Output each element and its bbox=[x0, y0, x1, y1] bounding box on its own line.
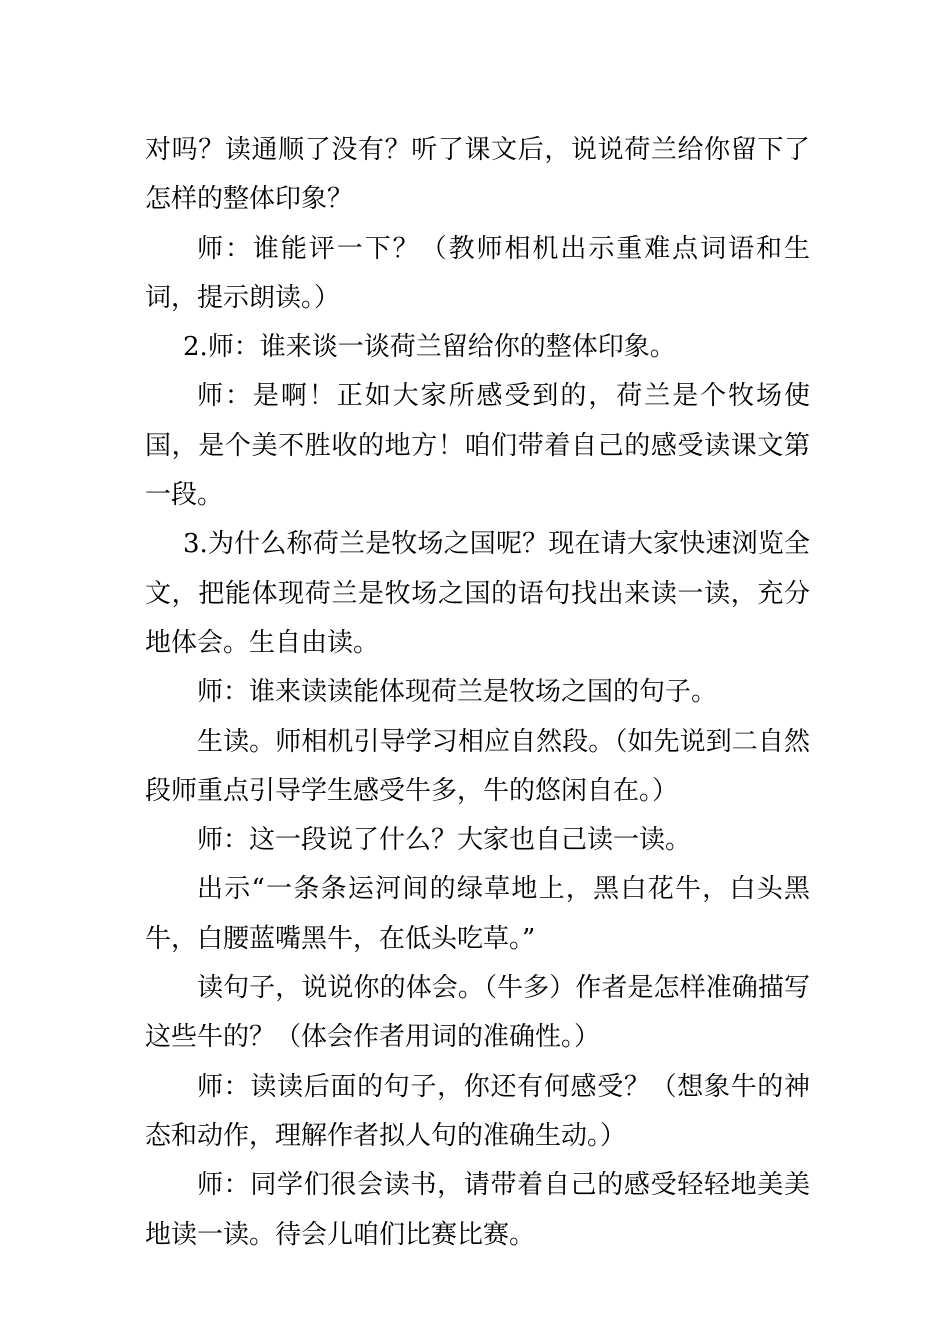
paragraph: 出示“一条条运河间的绿草地上，黑白花牛，白头黑牛，白腰蓝嘴黑牛，在低头吃草。” bbox=[145, 874, 810, 954]
paragraph: 生读。师相机引导学习相应自然段。（如先说到二自然段师重点引导学生感受牛多，牛的悠闲自在。） bbox=[145, 726, 810, 806]
paragraph: 师：同学们很会读书，请带着自己的感受轻轻地美美地读一读。待会儿咱们比赛比赛。 bbox=[145, 1170, 810, 1250]
paragraph: 读句子，说说你的体会。（牛多）作者是怎样准确描写这些牛的？（体会作者用词的准确性。） bbox=[145, 973, 810, 1053]
paragraph: 师：这一段说了什么？大家也自己读一读。 bbox=[197, 825, 692, 856]
document-body bbox=[145, 126, 810, 1260]
paragraph: 师：谁能评一下？（教师相机出示重难点词语和生词，提示朗读。） bbox=[145, 233, 810, 313]
paragraph: 师：是啊！正如大家所感受到的，荷兰是个牧场使国，是个美不胜收的地方！咱们带着自己的感受读课文第一段。 bbox=[145, 381, 810, 511]
paragraph-numbered: 3.为什么称荷兰是牧场之国呢？现在请大家快速浏览全文，把能体现荷兰是牧场之国的语句找出来读一读，充分地体会。生自由读。 bbox=[145, 529, 810, 658]
paragraph: 师：读读后面的句子，你还有何感受？（想象牛的神态和动作，理解作者拟人句的准确生动。） bbox=[145, 1071, 810, 1151]
paragraph: 师：谁来读读能体现荷兰是牧场之国的句子。 bbox=[197, 677, 718, 708]
paragraph-numbered: 2.师：谁来谈一谈荷兰留给你的整体印象。 bbox=[183, 332, 676, 363]
paragraph-continued: 对吗？读通顺了没有？听了课文后，说说荷兰给你留下了怎样的整体印象？ bbox=[145, 135, 810, 215]
